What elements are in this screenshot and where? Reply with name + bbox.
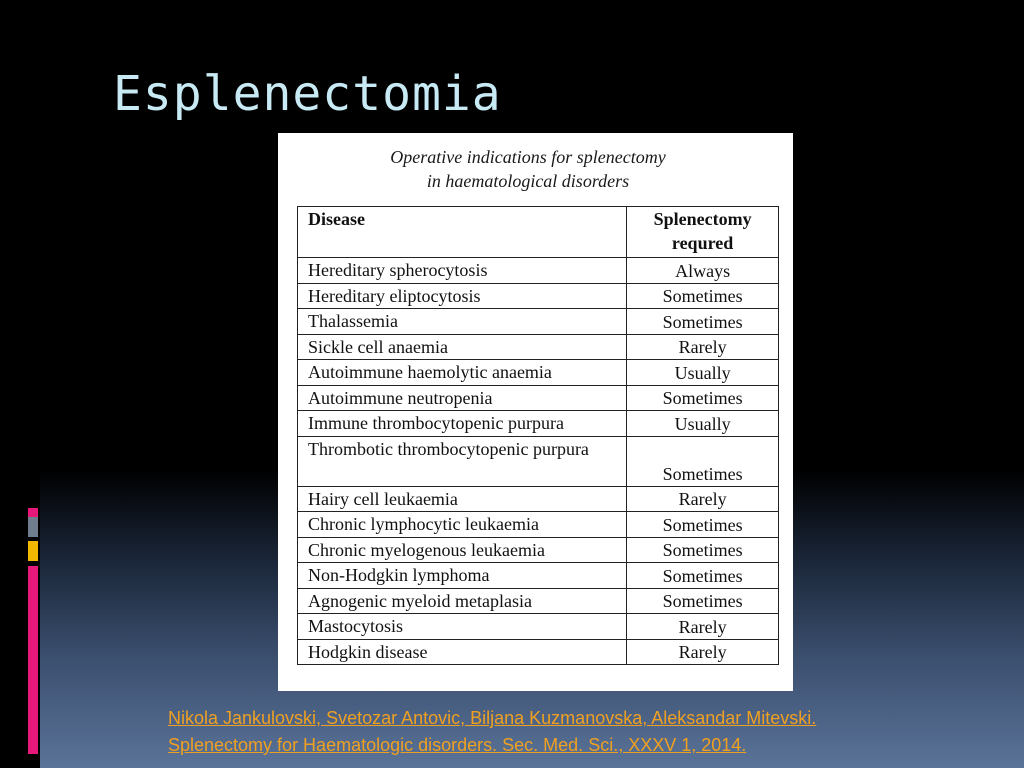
slide-title: Esplenectomia <box>113 66 502 122</box>
table-row <box>298 563 779 589</box>
disease-cell: Immune thrombocytopenic purpura <box>298 411 627 437</box>
table-row <box>298 512 779 538</box>
required-cell: Sometimes <box>627 588 779 614</box>
table-row <box>298 588 779 614</box>
table-caption <box>278 145 793 193</box>
disease-cell: Hereditary spherocytosis <box>298 258 627 284</box>
indications-table <box>297 206 779 665</box>
disease-cell: Autoimmune haemolytic anaemia <box>298 360 627 386</box>
table-row <box>298 360 779 386</box>
table-row <box>298 309 779 335</box>
disease-cell: Sickle cell anaemia <box>298 334 627 360</box>
citation-link[interactable] <box>168 705 816 759</box>
required-cell: Sometimes <box>627 563 779 589</box>
required-cell: Sometimes <box>627 537 779 563</box>
disease-cell: Thalassemia <box>298 309 627 335</box>
table-row <box>298 385 779 411</box>
table-row <box>298 283 779 309</box>
table-row <box>298 411 779 437</box>
disease-cell: Chronic lymphocytic leukaemia <box>298 512 627 538</box>
table-row <box>298 258 779 284</box>
table-row <box>298 334 779 360</box>
disease-cell: Non-Hodgkin lymphoma <box>298 563 627 589</box>
table-row <box>298 436 779 486</box>
citation-line-2[interactable]: Splenectomy for Haematologic disorders. Sec. Med. Sci., XXXV 1, 2014. <box>168 735 747 755</box>
table-row <box>298 639 779 665</box>
required-cell: Sometimes <box>627 436 779 486</box>
disease-cell: Thrombotic thrombocytopenic purpura <box>298 436 627 486</box>
header-splenectomy-required: Splenectomy requred <box>627 207 779 258</box>
required-cell: Rarely <box>627 614 779 640</box>
disease-cell: Hodgkin disease <box>298 639 627 665</box>
splenectomy-table-image <box>278 133 793 691</box>
required-cell: Sometimes <box>627 283 779 309</box>
table-header-row <box>298 207 779 258</box>
table-row <box>298 537 779 563</box>
disease-cell: Hairy cell leukaemia <box>298 486 627 512</box>
required-cell: Always <box>627 258 779 284</box>
disease-cell: Mastocytosis <box>298 614 627 640</box>
disease-cell: Hereditary eliptocytosis <box>298 283 627 309</box>
required-cell: Sometimes <box>627 385 779 411</box>
citation-line-1[interactable]: Nikola Jankulovski, Svetozar Antovic, Biljana Kuzmanovska, Aleksandar Mitevski. <box>168 708 817 728</box>
required-cell: Rarely <box>627 334 779 360</box>
disease-cell: Chronic myelogenous leukaemia <box>298 537 627 563</box>
accent-bar-pink-long <box>28 566 38 754</box>
accent-bar-pink-top <box>28 508 38 517</box>
required-cell: Usually <box>627 411 779 437</box>
caption-line-2: in haematological disorders <box>426 171 630 191</box>
required-cell: Usually <box>627 360 779 386</box>
left-accent-strip <box>0 0 40 768</box>
table-row <box>298 486 779 512</box>
required-cell: Rarely <box>627 639 779 665</box>
required-cell: Sometimes <box>627 512 779 538</box>
accent-bar-gold <box>28 541 38 561</box>
caption-line-1: Operative indications for splenectomy <box>390 147 666 167</box>
required-cell: Rarely <box>627 486 779 512</box>
disease-cell: Autoimmune neutropenia <box>298 385 627 411</box>
accent-bar-gray <box>28 517 38 537</box>
table-row <box>298 614 779 640</box>
disease-cell: Agnogenic myeloid metaplasia <box>298 588 627 614</box>
required-cell: Sometimes <box>627 309 779 335</box>
header-disease: Disease <box>298 207 627 258</box>
